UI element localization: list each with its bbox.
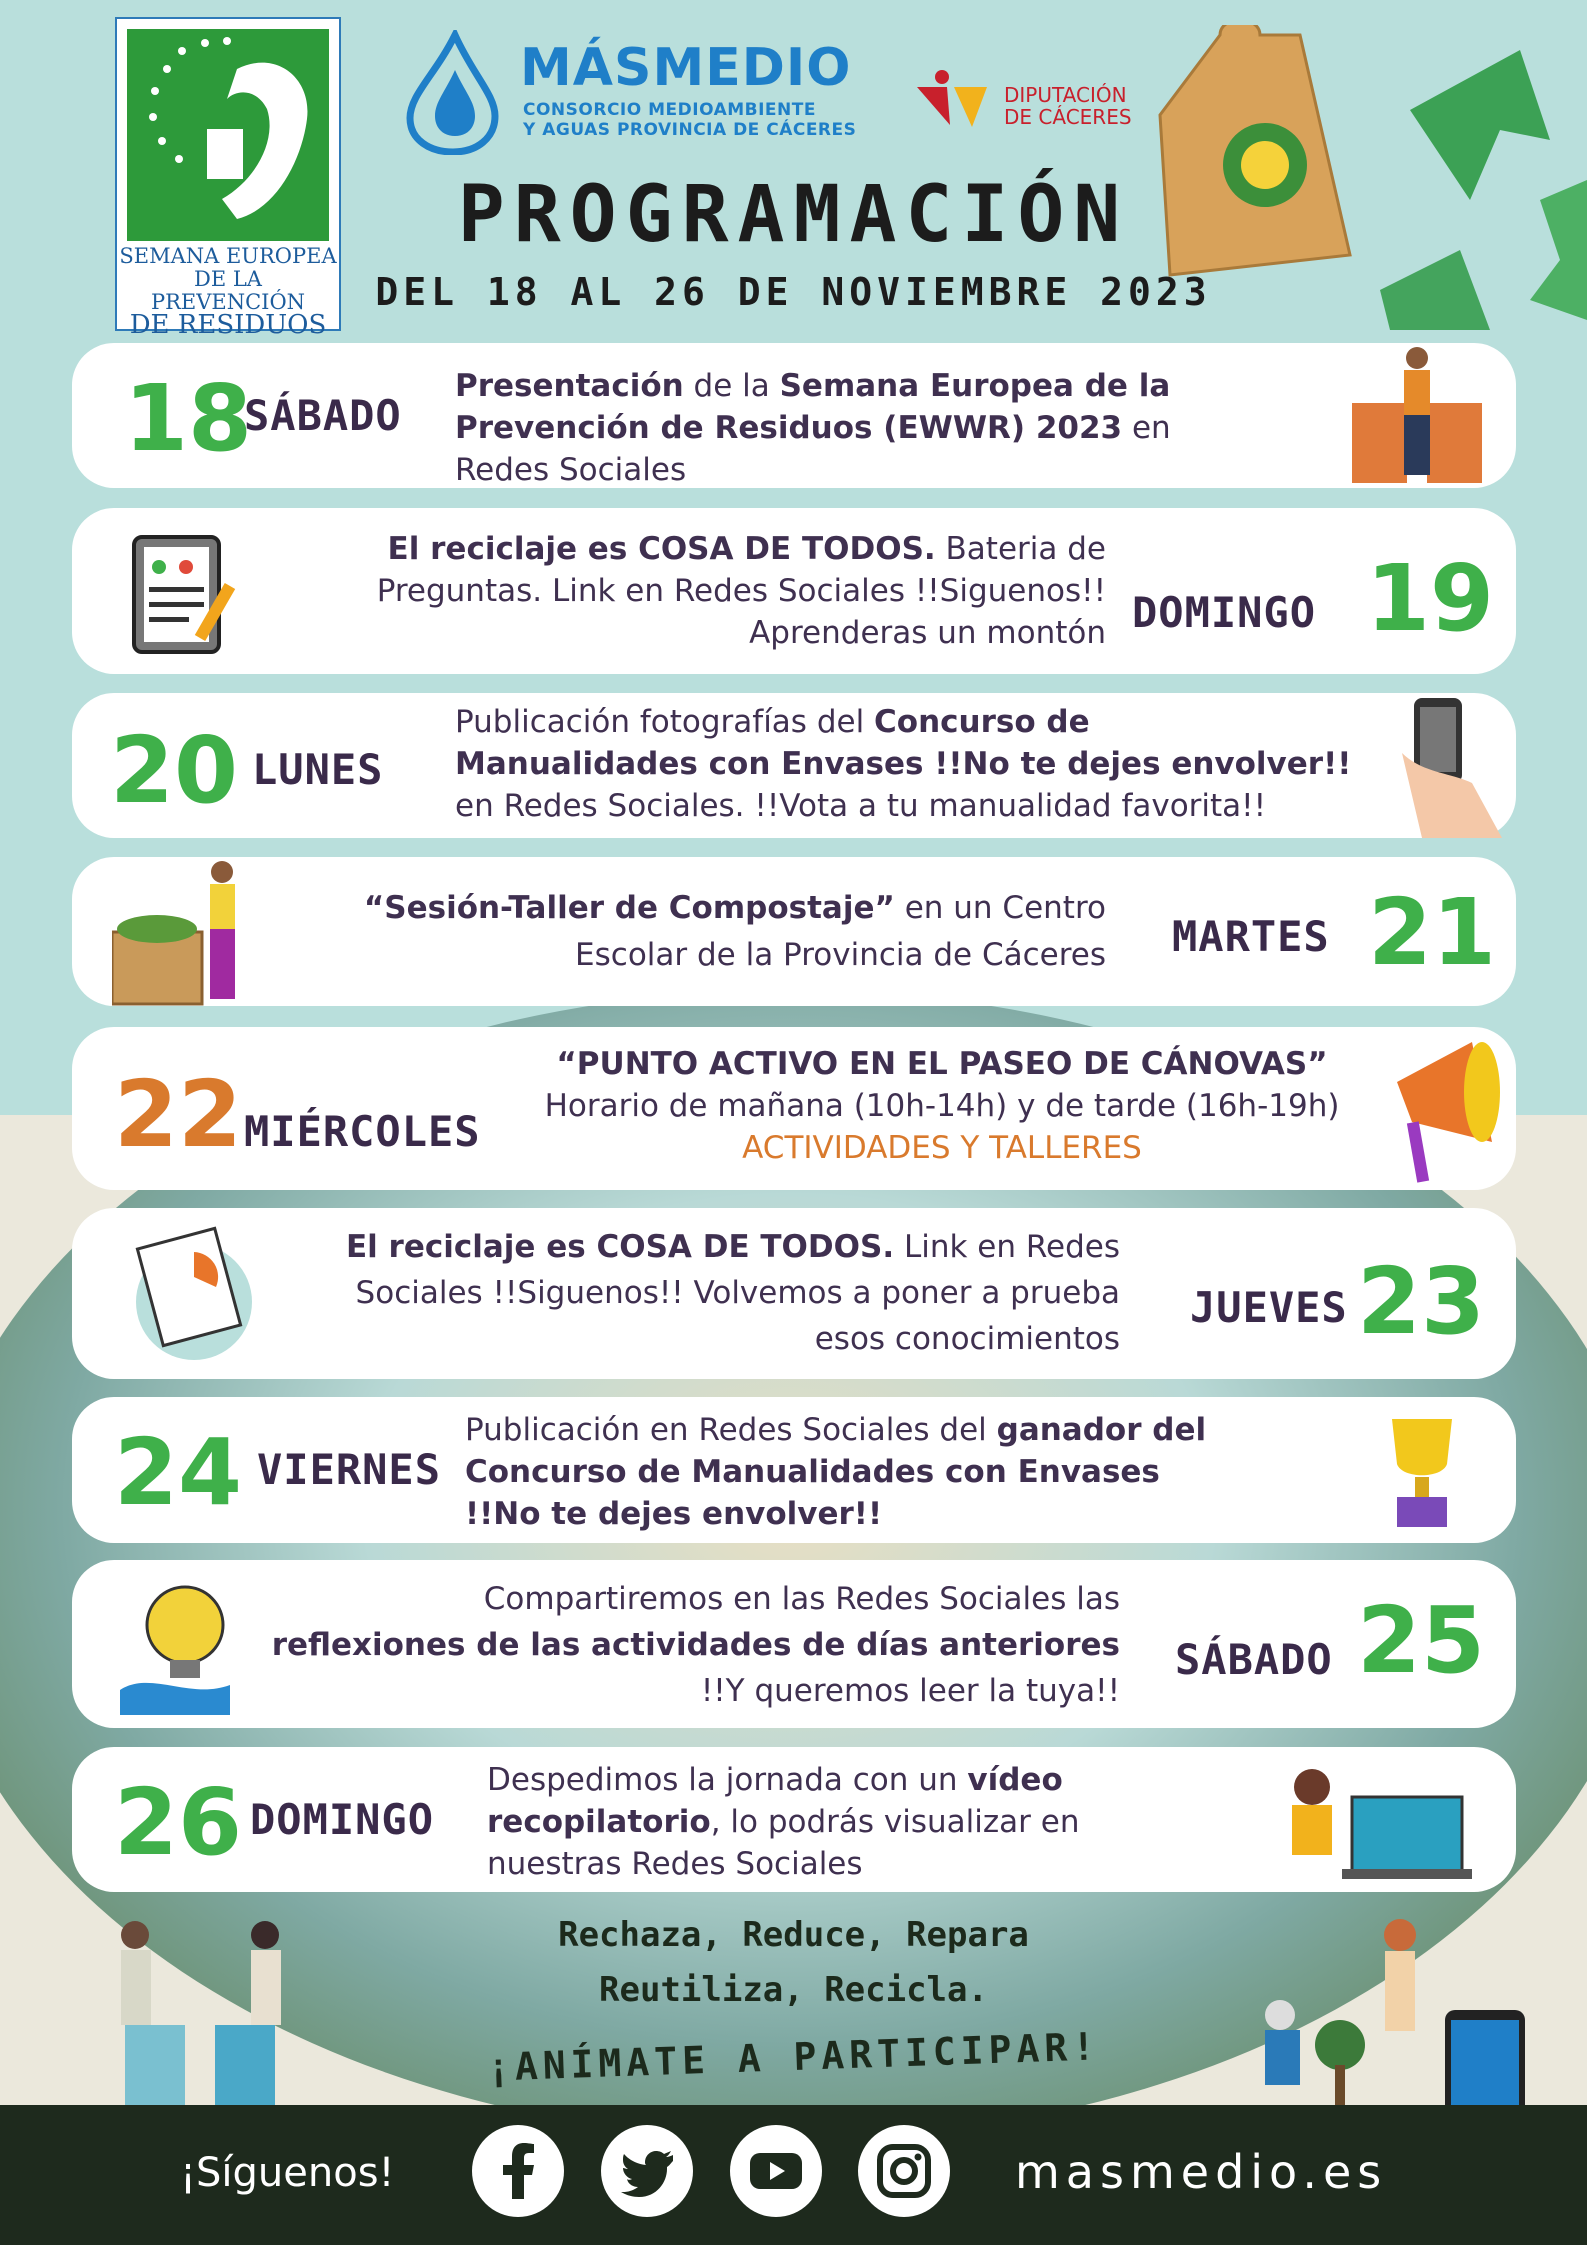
call-to-action: ¡ANÍMATE A PARTICIPAR! <box>486 2024 1101 2090</box>
event-card-18 <box>72 343 1516 488</box>
youtube-icon[interactable] <box>730 2125 822 2217</box>
recycling-bins-person-icon <box>1342 343 1492 488</box>
event-description: Publicación fotografías del Concurso de Manualidades con Envases !!No te dejes envolver!! en Redes Sociales. !!Vota a tu manualidad favorita!! <box>455 704 1352 824</box>
event-card-19 <box>72 508 1516 674</box>
person-laptop-icon <box>1262 1757 1482 1887</box>
event-description: “PUNTO ACTIVO EN EL PASEO DE CÁNOVAS” Horario de mañana (10h-14h) y de tarde (16h-19h) ACTIVIDADES Y TALLERES <box>544 1046 1340 1166</box>
event-description: “Sesión-Taller de Compostaje” en un Centro Escolar de la Provincia de Cáceres <box>363 890 1106 973</box>
event-date-number: 23 <box>1357 1248 1486 1355</box>
event-card-21 <box>72 857 1516 1006</box>
instagram-icon[interactable] <box>858 2125 950 2217</box>
diputacion-logo: DIPUTACIÓN DE CÁCERES <box>912 60 1152 140</box>
event-card-24 <box>72 1397 1516 1543</box>
event-date-number: 26 <box>114 1769 243 1876</box>
masmedio-logo <box>395 30 860 155</box>
masmedio-name: MÁSMEDIO <box>520 38 852 98</box>
masmedio-subtitle: CONSORCIO MEDIOAMBIENTE Y AGUAS PROVINCIA DE CÁCERES <box>523 100 857 140</box>
event-date-number: 19 <box>1366 545 1495 652</box>
event-description: Compartiremos en las Redes Sociales las reflexiones de las actividades de días anteriores !!Y queremos leer la tuya!! <box>271 1581 1120 1709</box>
event-weekday: SÁBADO <box>1175 1635 1333 1684</box>
website-link[interactable]: masmedio.es <box>1015 2145 1388 2199</box>
event-card-23 <box>72 1208 1516 1379</box>
compost-crate-person-icon <box>112 857 262 1006</box>
event-weekday: DOMINGO <box>1132 588 1317 637</box>
event-card-25 <box>72 1560 1516 1728</box>
event-date-number: 24 <box>114 1419 243 1526</box>
event-card-20 <box>72 693 1516 838</box>
event-description: Publicación en Redes Sociales del ganador del Concurso de Manualidades con Envases !!No te dejes envolver!! <box>465 1412 1207 1532</box>
diputacion-emblem-icon <box>912 65 992 135</box>
event-date-number: 20 <box>110 717 239 824</box>
lightbulb-idea-icon <box>110 1570 240 1720</box>
event-weekday: MIÉRCOLES <box>244 1107 481 1156</box>
slogan-line-2: Reutiliza, Recicla. <box>599 1970 988 2010</box>
clipboard-chart-icon <box>124 1222 264 1362</box>
event-date-number: 25 <box>1357 1587 1486 1694</box>
event-date-number: 21 <box>1368 879 1497 986</box>
event-description: Despedimos la jornada con un vídeo recopilatorio, lo podrás visualizar en nuestras Redes Sociales <box>487 1762 1080 1882</box>
facebook-icon[interactable] <box>472 2125 564 2217</box>
ewwr-logo-text: SEMANA EUROPEA DE LA PREVENCIÓN DE RESIDUOS <box>119 244 337 340</box>
event-weekday: LUNES <box>252 745 384 794</box>
hand-phone-icon <box>1392 693 1512 838</box>
event-card-22 <box>72 1027 1516 1190</box>
slogan-line-1: Rechaza, Reduce, Repara <box>558 1915 1029 1955</box>
trophy-icon <box>1367 1409 1477 1534</box>
event-description: Presentación de la Semana Europea de la Prevención de Residuos (EWWR) 2023 en Redes Sociales <box>455 368 1171 488</box>
page-title: PROGRAMACIÓN <box>457 170 1130 260</box>
megaphone-icon <box>1377 1022 1522 1192</box>
follow-us-label: ¡Síguenos! <box>180 2150 395 2196</box>
event-weekday: DOMINGO <box>250 1795 435 1844</box>
event-description: El reciclaje es COSA DE TODOS. Bateria de Preguntas. Link en Redes Sociales !!Siguenos!! Aprenderas un montón <box>376 531 1106 651</box>
water-drop-icon <box>395 30 510 155</box>
event-weekday: VIERNES <box>257 1445 442 1494</box>
event-weekday: JUEVES <box>1190 1283 1348 1332</box>
event-card-26 <box>72 1747 1516 1892</box>
event-weekday: SÁBADO <box>244 391 402 440</box>
event-date-number: 22 <box>114 1061 243 1168</box>
clipboard-checklist-icon <box>124 522 244 662</box>
event-description: El reciclaje es COSA DE TODOS. Link en Redes Sociales !!Siguenos!! Volvemos a poner a prueba esos conocimientos <box>345 1229 1120 1357</box>
page-subtitle: DEL 18 AL 26 DE NOVIEMBRE 2023 <box>375 270 1212 314</box>
twitter-icon[interactable] <box>601 2125 693 2217</box>
event-weekday: MARTES <box>1172 912 1330 961</box>
event-date-number: 18 <box>124 365 253 472</box>
